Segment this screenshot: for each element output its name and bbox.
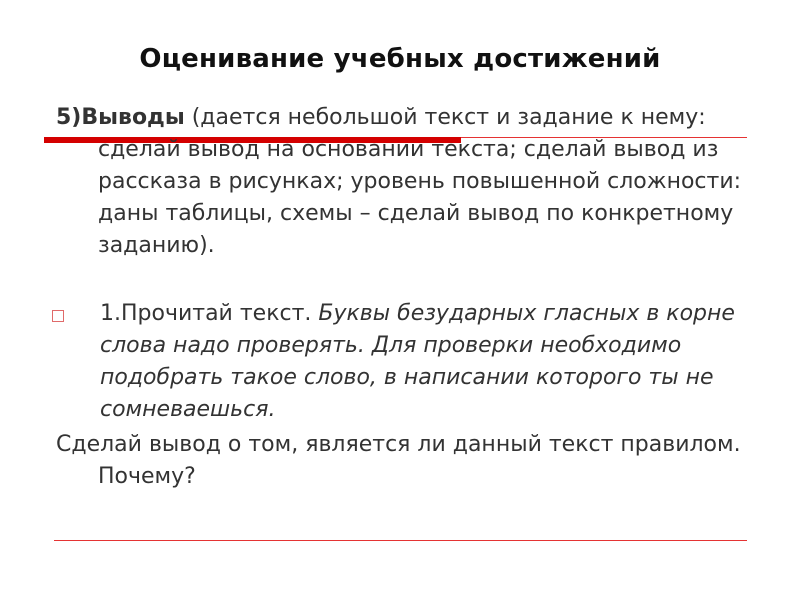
task-list-item	[100, 298, 760, 426]
task-prefix: 1.Прочитай текст.	[100, 301, 319, 326]
slide-title: Оценивание учебных достижений	[139, 44, 661, 74]
task-question: Сделай вывод о том, является ли данный текст правилом. Почему?	[56, 432, 741, 489]
bottom-divider-line	[54, 540, 747, 541]
square-bullet-icon	[52, 310, 64, 322]
section-description: (дается небольшой текст и задание к нему: сделай вывод на основании текста; сделай вывод из рассказа в рисунках; уровень повышенной сложности: даны таблицы, схемы – сделай вывод по конкретному заданию).	[98, 105, 742, 258]
task-rule-text: Буквы безударных гласных в корне слова надо проверять. Для проверки необходимо подобрать такое слово, в написании которого ты не сомневаешься.	[100, 301, 735, 422]
section-heading: 5)Выводы	[56, 105, 185, 130]
conclusions-paragraph	[56, 102, 778, 262]
